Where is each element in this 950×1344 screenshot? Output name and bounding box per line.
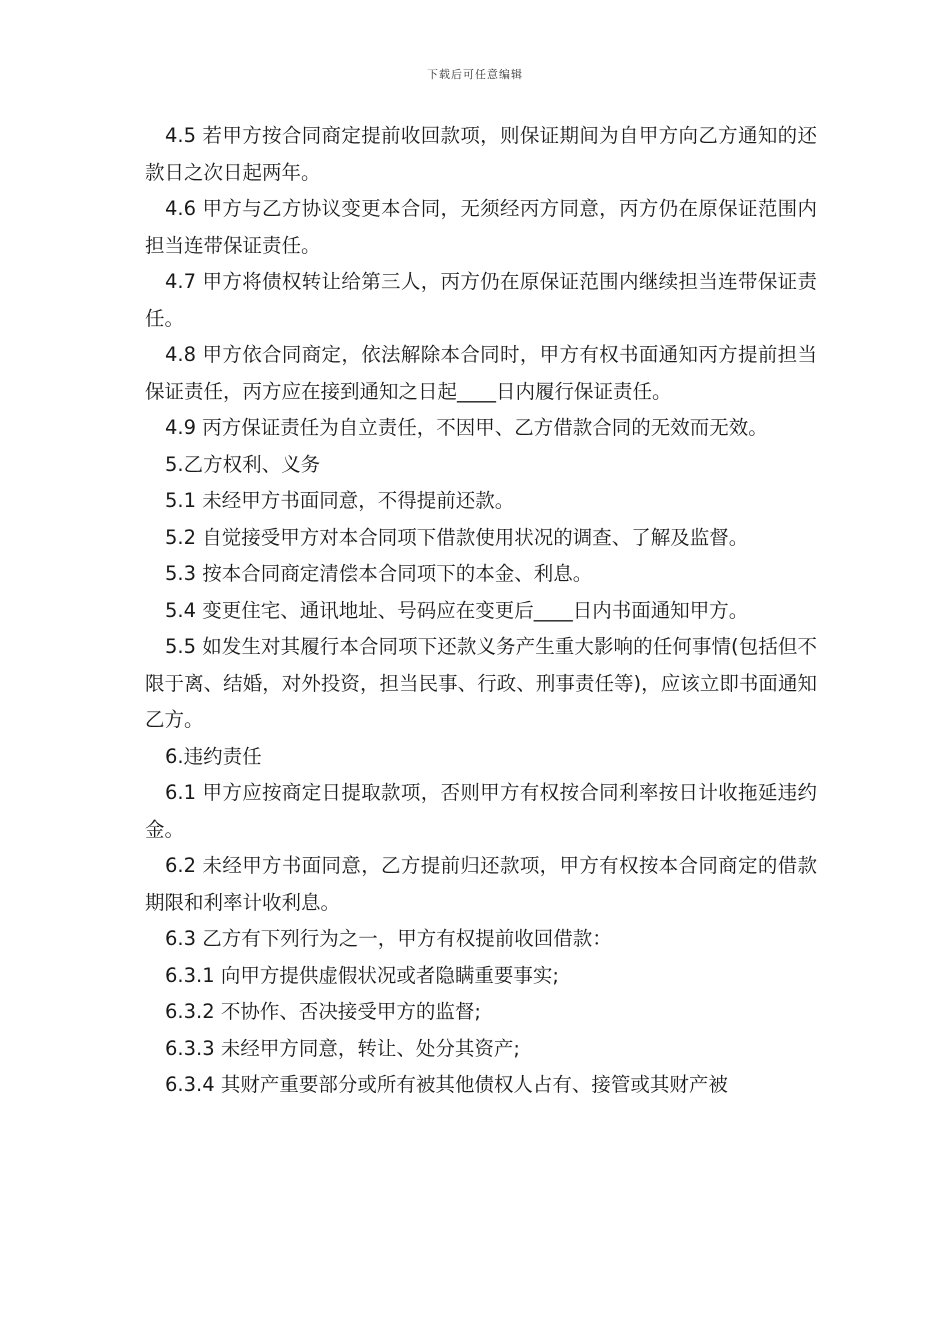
clause-5-3: 5.3 按本合同商定清偿本合同项下的本金、利息。	[165, 562, 593, 585]
clause-6-3-1: 6.3.1 向甲方提供虚假状况或者隐瞒重要事实;	[165, 963, 559, 987]
section-6-heading: 6.违约责任	[165, 744, 262, 768]
document-body	[145, 118, 817, 1104]
page-header: 下载后可任意编辑	[427, 68, 523, 81]
clause-4-9: 4.9 丙方保证责任为自立责任，不因甲、乙方借款合同的无效而无效。	[165, 416, 768, 439]
clause-6-2: 6.2 未经甲方书面同意，乙方提前归还款项，甲方有权按本合同商定的借款期限和利率计收利息。	[145, 854, 817, 914]
clause-4-5: 4.5 若甲方按合同商定提前收回款项，则保证期间为自甲方向乙方通知的还款日之次日起两年。	[145, 124, 817, 184]
clause-6-1: 6.1 甲方应按商定日提取款项，否则甲方有权按合同利率按日计收拖延违约金。	[145, 781, 817, 841]
clause-6-3-4: 6.3.4 其财产重要部分或所有被其他债权人占有、接管或其财产被	[165, 1073, 728, 1096]
clause-5-2: 5.2 自觉接受甲方对本合同项下借款使用状况的调查、了解及监督。	[165, 525, 749, 549]
clause-6-3: 6.3 乙方有下列行为之一，甲方有权提前收回借款：	[165, 927, 612, 950]
clause-4-6: 4.6 甲方与乙方协议变更本合同，无须经丙方同意，丙方仍在原保证范围内担当连带保证责任。	[145, 197, 817, 257]
clause-4-7: 4.7 甲方将债权转让给第三人，丙方仍在原保证范围内继续担当连带保证责任。	[145, 270, 817, 330]
clause-6-3-2: 6.3.2 不协作、否决接受甲方的监督;	[165, 1000, 481, 1023]
clause-5-1: 5.1 未经甲方书面同意，不得提前还款。	[165, 489, 515, 512]
clause-4-8: 4.8 甲方依合同商定，依法解除本合同时，甲方有权书面通知丙方提前担当保证责任，丙方应在接到通知之日起____日内履行保证责任。	[145, 343, 817, 403]
section-5-heading: 5.乙方权利、义务	[165, 452, 321, 476]
clause-6-3-3: 6.3.3 未经甲方同意，转让、处分其资产;	[165, 1036, 520, 1060]
clause-5-5: 5.5 如发生对其履行本合同项下还款义务产生重大影响的任何事情(包括但不限于离、结婚，对外投资，担当民事、行政、刑事责任等)，应该立即书面通知乙方。	[145, 635, 817, 731]
clause-5-4: 5.4 变更住宅、通讯地址、号码应在变更后____日内书面通知甲方。	[165, 598, 749, 622]
